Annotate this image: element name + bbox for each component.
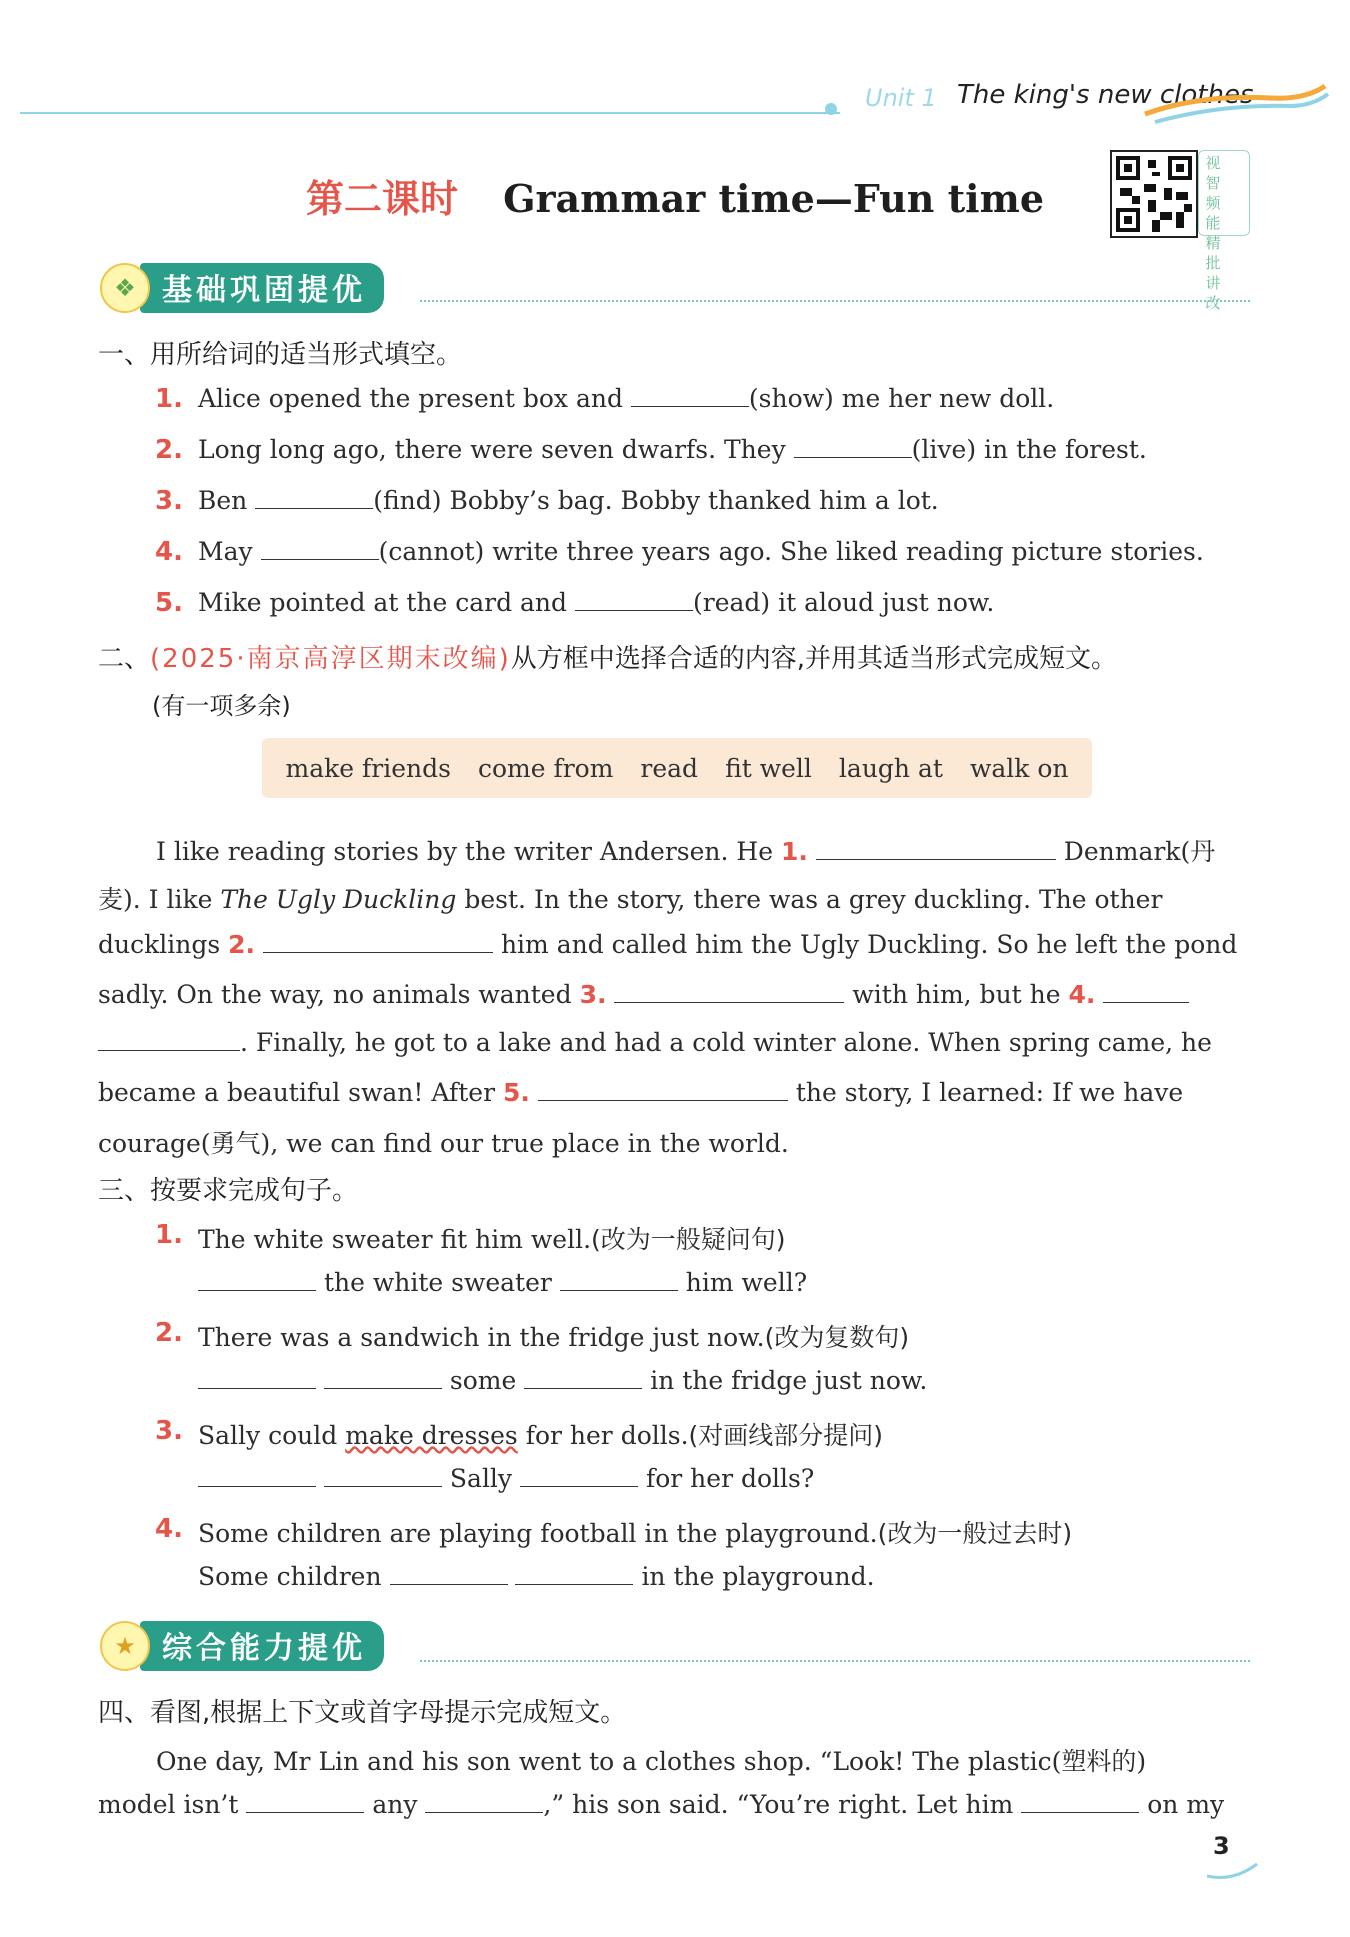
section2-note: (有一项多余) (152, 692, 291, 720)
qr-label: 讲 (1205, 274, 1221, 292)
trophy-icon: ★ (100, 1621, 150, 1671)
passage-text: I like reading stories by the writer Andersen. He (156, 837, 774, 866)
answer-blank[interactable] (198, 1366, 316, 1389)
word-option: laugh at (838, 753, 943, 783)
banner-label: 基础巩固提优 (140, 263, 384, 313)
s1-item-5 (198, 588, 994, 617)
question-text: There was a sandwich in the fridge just now. (198, 1323, 765, 1352)
word-box (262, 738, 1092, 798)
passage-line-6 (98, 1078, 1183, 1107)
section4-title: 四、看图,根据上下文或首字母提示完成短文。 (98, 1698, 627, 1728)
passage-text: model isn’t (98, 1790, 239, 1819)
s1-item-4 (198, 537, 1204, 566)
answer-blank[interactable] (614, 980, 844, 1003)
s4-line-2 (98, 1790, 1224, 1819)
passage-text: Denmark(丹 (1063, 837, 1216, 866)
banner-divider (420, 1660, 1250, 1662)
question-requirement: (对画线部分提问) (688, 1421, 884, 1450)
answer-blank[interactable] (631, 384, 749, 407)
passage-line-3 (98, 930, 1237, 959)
qr-label: 视 (1205, 154, 1221, 172)
item-number: 2. (155, 1318, 183, 1348)
book-title: The Ugly Duckling (220, 885, 457, 914)
word-option: come from (477, 753, 614, 783)
banner-divider (420, 300, 1250, 302)
question-text: The white sweater fit him well. (198, 1225, 592, 1254)
item-text: (show) me her new doll. (748, 384, 1055, 413)
s3-item-3-question (198, 1416, 883, 1452)
page-number: 3 (1213, 1832, 1230, 1860)
answer-blank[interactable] (263, 930, 493, 953)
answer-blank[interactable] (390, 1562, 508, 1585)
blank-number: 1. (780, 837, 808, 866)
item-number: 3. (155, 486, 183, 516)
blank-number: 3. (579, 980, 607, 1009)
qr-label: 改 (1205, 294, 1221, 312)
passage-line-7: courage(勇气), we can find our true place in the world. (98, 1129, 789, 1158)
s3-item-4-answer (198, 1562, 875, 1591)
blank-number: 2. (228, 930, 256, 959)
header-dot-icon (825, 103, 837, 115)
answer-blank[interactable] (98, 1028, 240, 1051)
qr-label: 批 (1205, 254, 1221, 272)
passage-line-4 (98, 980, 1189, 1009)
word-option: read (640, 753, 699, 783)
item-text: Long long ago, there were seven dwarfs. They (198, 435, 786, 464)
item-text: (live) in the forest. (911, 435, 1147, 464)
answer-blank[interactable] (515, 1562, 633, 1585)
answer-blank[interactable] (520, 1464, 638, 1487)
item-number: 4. (155, 537, 183, 567)
question-requirement: (改为一般过去时) (877, 1519, 1073, 1548)
passage-line-1 (156, 832, 1215, 868)
passage-text: ,” his son said. “You’re right. Let him (543, 1790, 1014, 1819)
answer-text: Some children (198, 1562, 382, 1591)
answer-blank[interactable] (198, 1464, 316, 1487)
section1-title: 一、用所给词的适当形式填空。 (98, 340, 463, 370)
item-text: May (198, 537, 253, 566)
qr-labels (1198, 150, 1250, 312)
section2-prefix: 二、 (98, 644, 151, 674)
question-text: for her dolls. (525, 1421, 689, 1450)
answer-text: for her dolls? (645, 1464, 815, 1493)
item-number: 1. (155, 1220, 183, 1250)
passage-text: sadly. On the way, no animals wanted (98, 980, 572, 1009)
answer-blank[interactable] (560, 1268, 678, 1291)
underlined-phrase: make dresses (345, 1421, 518, 1450)
qr-label: 能 (1205, 214, 1221, 232)
passage-text: became a beautiful swan! After (98, 1078, 496, 1107)
answer-blank[interactable] (1103, 980, 1189, 1003)
item-number: 4. (155, 1514, 183, 1544)
header-title: The king's new clothes (957, 80, 1254, 110)
passage-text: him and called him the Ugly Duckling. So he left the pond (500, 930, 1238, 959)
item-text: Ben (198, 486, 248, 515)
passage-text: 麦). I like (98, 885, 213, 914)
lesson-cn-title: 第二课时 (305, 176, 458, 221)
passage-text: the story, I learned: If we have (795, 1078, 1184, 1107)
answer-text: Sally (449, 1464, 513, 1493)
s1-item-3 (198, 486, 939, 515)
s3-item-1-question (198, 1220, 786, 1256)
word-option: walk on (969, 753, 1069, 783)
item-text: (find) Bobby’s bag. Bobby thanked him a lot. (373, 486, 939, 515)
s4-line-1: One day, Mr Lin and his son went to a clothes shop. “Look! The plastic(塑料的) (156, 1747, 1147, 1776)
item-text: (read) it aloud just now. (692, 588, 995, 617)
answer-blank[interactable] (575, 588, 693, 611)
passage-text: best. In the story, there was a grey duckling. The other (464, 885, 1163, 914)
page-swoosh-icon (1205, 1860, 1260, 1880)
answer-blank[interactable] (538, 1078, 788, 1101)
qr-label: 智 (1205, 174, 1221, 192)
question-requirement: (改为一般疑问句) (591, 1225, 786, 1254)
answer-blank[interactable] (1021, 1790, 1139, 1813)
question-text: Sally could (198, 1421, 338, 1450)
banner-label: 综合能力提优 (140, 1621, 384, 1671)
qr-label: 频 (1205, 194, 1221, 212)
answer-blank[interactable] (255, 486, 373, 509)
section2-title (98, 638, 1117, 675)
s3-item-4-question (198, 1514, 1072, 1550)
answer-blank[interactable] (425, 1790, 543, 1813)
answer-blank[interactable] (198, 1268, 316, 1291)
answer-text: some (449, 1366, 517, 1395)
answer-text: in the fridge just now. (650, 1366, 928, 1395)
item-number: 2. (155, 435, 183, 465)
section-banner-basic (100, 266, 384, 310)
answer-blank[interactable] (816, 837, 1056, 860)
item-number: 5. (155, 588, 183, 618)
item-text: (cannot) write three years ago. She liked reading picture stories. (378, 537, 1204, 566)
s3-item-2-question (198, 1318, 909, 1354)
lesson-en-title: Grammar time—Fun time (503, 176, 1045, 221)
answer-text: in the playground. (641, 1562, 875, 1591)
word-option: make friends (285, 753, 451, 783)
passage-line-5 (98, 1028, 1212, 1057)
s3-item-2-answer (198, 1366, 927, 1395)
qr-code-icon[interactable] (1110, 150, 1198, 238)
passage-text: with him, but he (852, 980, 1061, 1009)
header-unit: Unit 1 (865, 84, 937, 112)
section2-source: (2025·南京高淳区期末改编) (150, 644, 511, 674)
passage-line-2 (98, 880, 1162, 916)
answer-blank[interactable] (246, 1790, 364, 1813)
item-number: 3. (155, 1416, 183, 1446)
qr-label: 精 (1205, 234, 1221, 252)
passage-text: . Finally, he got to a lake and had a cold winter alone. When spring came, he (240, 1028, 1212, 1057)
answer-blank[interactable] (324, 1366, 442, 1389)
header-rule (20, 112, 840, 114)
answer-text: the white sweater (323, 1268, 552, 1297)
header-swoosh-icon (1140, 84, 1330, 124)
answer-blank[interactable] (324, 1464, 442, 1487)
s3-item-1-answer (198, 1268, 807, 1297)
cube-icon: ❖ (100, 263, 150, 313)
question-text: Some children are playing football in the playground. (198, 1519, 878, 1548)
blank-number: 4. (1068, 980, 1096, 1009)
s1-item-2 (198, 435, 1147, 464)
item-text: Alice opened the present box and (198, 384, 623, 413)
section2-instruction: 从方框中选择合适的内容,并用其适当形式完成短文。 (510, 644, 1118, 674)
s1-item-1 (198, 384, 1054, 413)
question-requirement: (改为复数句) (764, 1323, 910, 1352)
section-banner-comprehensive (100, 1624, 384, 1668)
passage-text: any (372, 1790, 418, 1819)
passage-text: ducklings (98, 930, 221, 959)
answer-blank[interactable] (261, 537, 379, 560)
blank-number: 5. (503, 1078, 530, 1107)
section3-title: 三、按要求完成句子。 (98, 1176, 359, 1206)
answer-blank[interactable] (794, 435, 912, 458)
answer-text: him well? (685, 1268, 808, 1297)
answer-blank[interactable] (524, 1366, 642, 1389)
item-text: Mike pointed at the card and (198, 588, 568, 617)
word-option: fit well (725, 753, 812, 783)
s3-item-3-answer (198, 1464, 814, 1493)
item-number: 1. (155, 384, 183, 414)
passage-text: on my (1147, 1790, 1225, 1819)
